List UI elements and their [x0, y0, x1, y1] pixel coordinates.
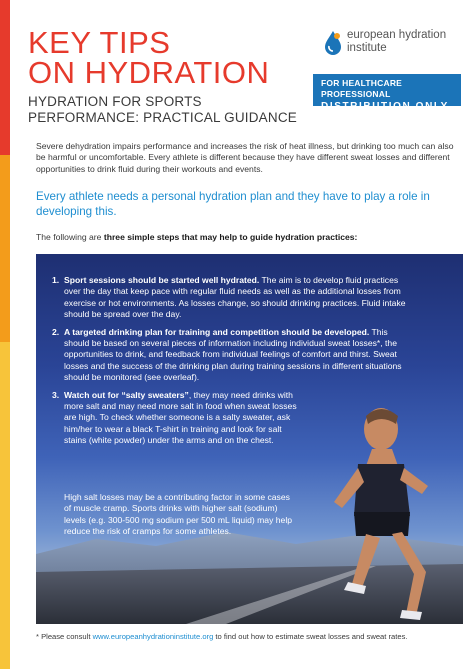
- lead-bold: three simple steps that may help to guide hydration practices:: [103, 232, 358, 242]
- logo-line-1: european hydration: [347, 29, 447, 41]
- title-line-2: ON HYDRATION: [28, 55, 270, 90]
- footnote-suffix: to find out how to estimate sweat losses and sweat rates.: [213, 632, 408, 641]
- banner-line-1: FOR HEALTHCARE PROFESSIONAL: [321, 78, 403, 99]
- salt-cramp-paragraph: High salt losses may be a contributing factor in some cases of muscle cramp. Sports drinks with higher salt (sodium) levels (e.g. 300-500 mg sodium per 500 mL liquid) may help reduce the risk of cramps for some athletes.: [64, 492, 293, 537]
- intro-paragraph: Severe dehydration impairs performance and increases the risk of heat illness, but drinking too much can also be harmful or uncomfortable. Every athlete is different because they have different sweat losses and different opportunities to drink fluid during their workouts and events.: [36, 141, 454, 174]
- distribution-banner: [313, 74, 461, 112]
- step-item: [52, 275, 412, 321]
- footnote: [36, 632, 466, 642]
- step-number: 3.: [52, 389, 60, 400]
- ehi-website-link[interactable]: www.europeanhydrationinstitute.org: [92, 632, 214, 641]
- step-heading: A targeted drinking plan for training and competition should be developed.: [64, 326, 370, 337]
- page-title: [28, 25, 270, 90]
- ehi-logo: [323, 28, 463, 60]
- banner-line-2: DISTRIBUTION ONLY: [321, 101, 449, 112]
- step-text: , they may need drinks with more salt and may need more salt in food when sweat losses are high. To check whether someone is a salty sweater, ask him/her to wear a black T-shirt in training and look for salt stains (white powder) under the arms and on the chest.: [64, 389, 297, 446]
- logo-line-2: institute: [347, 42, 387, 54]
- plan-statement: Every athlete needs a personal hydration plan and they have to play a role in developing this.: [36, 190, 430, 218]
- step-heading: Sport sessions should be started well hydrated.: [64, 275, 260, 285]
- steps-lead: [36, 232, 466, 243]
- sidebar-yellow-segment: [0, 342, 10, 669]
- water-drop-icon: [323, 30, 343, 56]
- step-number: 2.: [52, 326, 60, 337]
- steps-list: [52, 275, 412, 453]
- sidebar-red-segment: [0, 0, 10, 155]
- step-item: [52, 390, 302, 447]
- lead-prefix: The following are: [36, 232, 104, 242]
- step-number: 1.: [52, 275, 60, 285]
- step-item: [52, 327, 412, 384]
- step-text: The aim is to develop fluid practices over the day that keep pace with regular fluid needs as well as the additional losses from exercise or hot environments. As losses change, so should drinking practices. Fluid intake should be spread over the day.: [64, 275, 406, 320]
- page-subtitle: [28, 94, 297, 126]
- step-heading: Watch out for “salty sweaters”: [64, 389, 189, 400]
- footnote-prefix: * Please consult: [36, 632, 93, 641]
- subtitle-line-2: PERFORMANCE: PRACTICAL GUIDANCE: [28, 110, 297, 125]
- sidebar-orange-segment: [0, 155, 10, 342]
- subtitle-line-1: HYDRATION FOR SPORTS: [28, 94, 202, 109]
- title-line-1: KEY TIPS: [28, 25, 171, 60]
- color-sidebar: [0, 0, 10, 669]
- step-text: This should be based on several pieces of information including individual sweat losses*, the opportunities to drink, and feedback from individual feelings of comfort and thirst. Sweat losses and the success of the drinking plan during training sessions in different situations should be monitored (see overleaf).: [64, 326, 402, 383]
